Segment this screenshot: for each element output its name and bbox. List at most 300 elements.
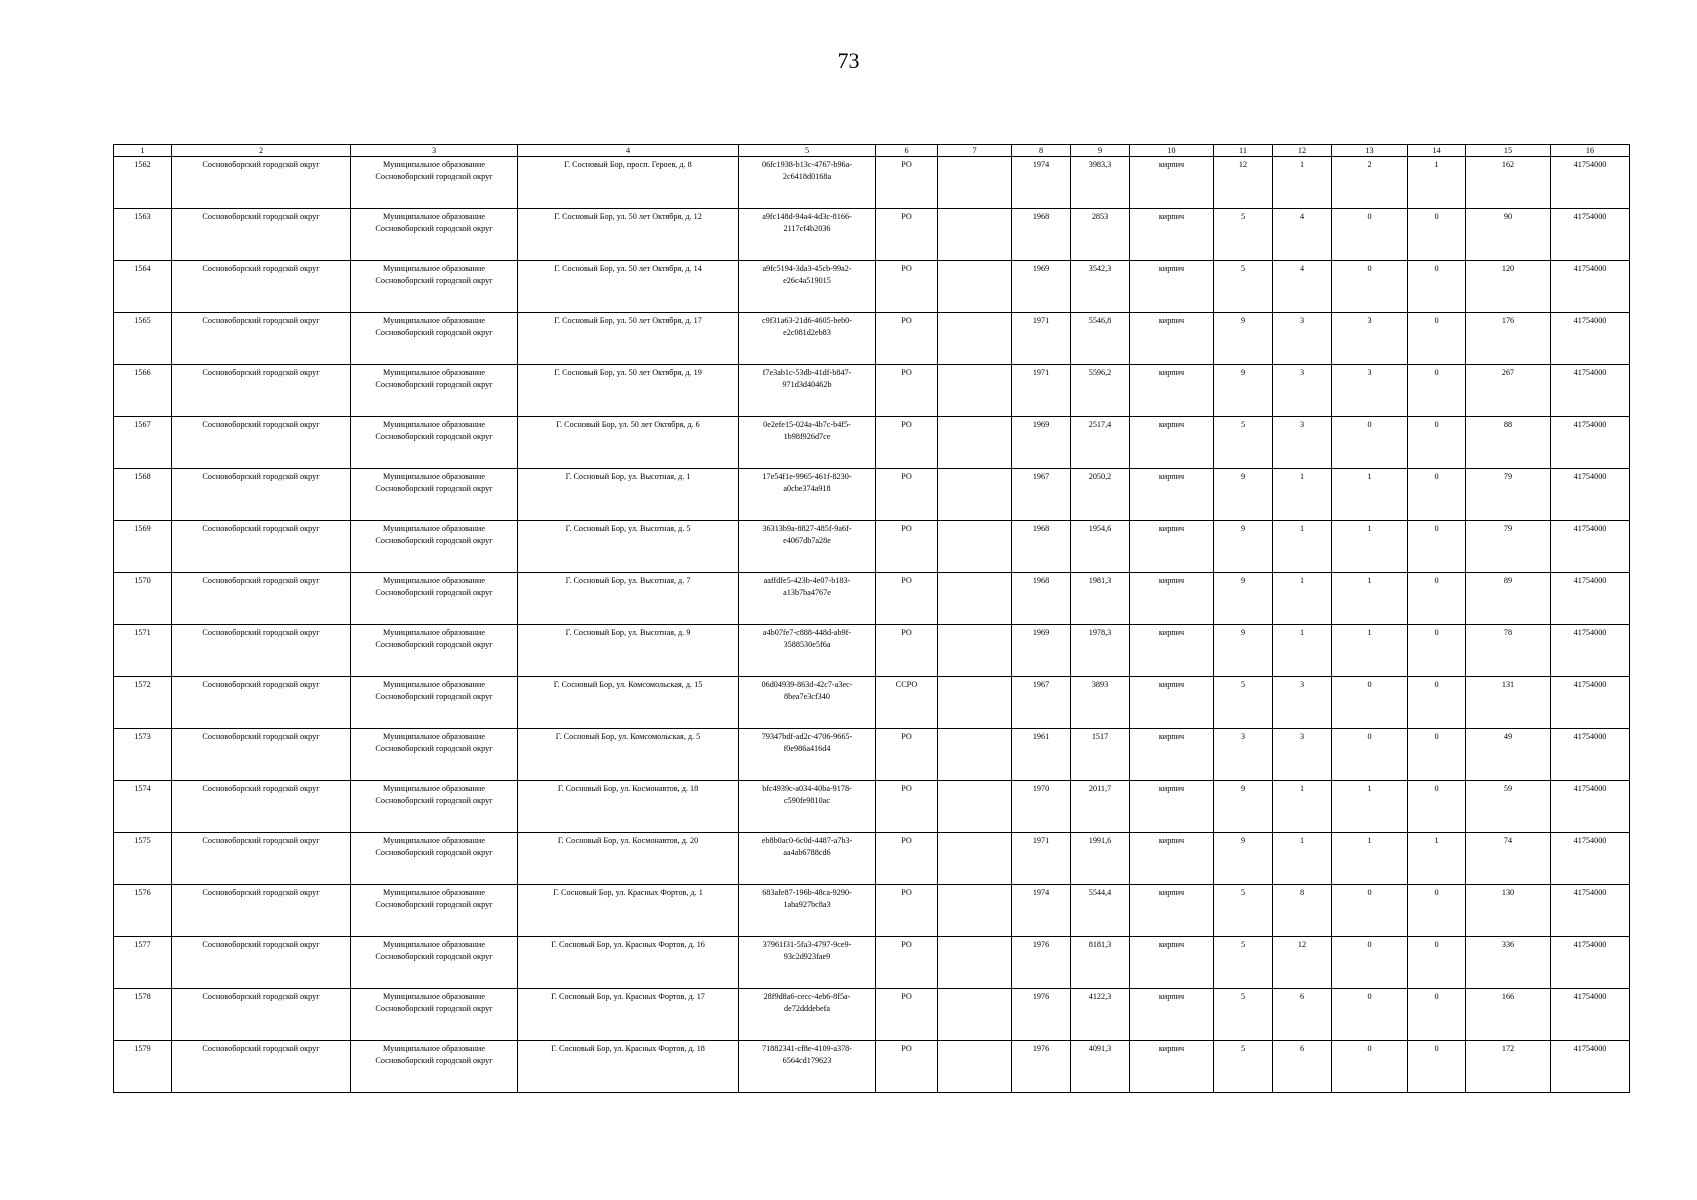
fias-guid-cell xyxy=(739,417,876,469)
elevators-cell: 0 xyxy=(1332,989,1408,1041)
municipality-cell xyxy=(351,625,518,677)
column-14-cell: 1 xyxy=(1408,157,1466,209)
table-row xyxy=(114,417,1630,469)
table-row xyxy=(114,469,1630,521)
municipality-cell xyxy=(351,677,518,729)
district-cell: Сосновоборский городской округ xyxy=(172,677,351,729)
table-row xyxy=(114,729,1630,781)
row-number-cell: 1562 xyxy=(114,157,172,209)
year-built-cell: 1961 xyxy=(1012,729,1071,781)
address-cell: Г. Сосновый Бор, ул. Красных Фортов, д. 1 xyxy=(518,885,739,937)
fias-guid-cell xyxy=(739,625,876,677)
floors-cell: 9 xyxy=(1214,625,1273,677)
fias-guid-cell-line: 2117cf4b2036 xyxy=(783,224,831,233)
empty-cell xyxy=(938,1041,1012,1093)
municipality-cell xyxy=(351,261,518,313)
municipality-cell xyxy=(351,781,518,833)
oktmo-cell: 41754000 xyxy=(1551,157,1630,209)
category-cell: РО xyxy=(876,833,938,885)
fias-guid-cell xyxy=(739,781,876,833)
entrances-cell: 12 xyxy=(1273,937,1332,989)
column-14-cell: 0 xyxy=(1408,937,1466,989)
district-cell: Сосновоборский городской округ xyxy=(172,1041,351,1093)
empty-cell xyxy=(938,469,1012,521)
floors-cell: 9 xyxy=(1214,365,1273,417)
table-row xyxy=(114,365,1630,417)
category-cell: РО xyxy=(876,469,938,521)
municipality-cell xyxy=(351,989,518,1041)
municipality-cell-line: Сосновоборский городской округ xyxy=(375,276,493,285)
elevators-cell: 0 xyxy=(1332,1041,1408,1093)
residents-cell: 88 xyxy=(1466,417,1551,469)
year-built-cell: 1969 xyxy=(1012,625,1071,677)
column-number-header: 3 xyxy=(351,145,518,157)
municipality-cell-line: Сосновоборский городской округ xyxy=(375,1004,493,1013)
entrances-cell: 4 xyxy=(1273,261,1332,313)
residents-cell: 89 xyxy=(1466,573,1551,625)
area-cell: 5546,8 xyxy=(1071,313,1130,365)
area-cell: 4122,3 xyxy=(1071,989,1130,1041)
fias-guid-cell xyxy=(739,729,876,781)
floors-cell: 5 xyxy=(1214,417,1273,469)
fias-guid-cell xyxy=(739,469,876,521)
fias-guid-cell xyxy=(739,261,876,313)
municipality-cell-line: Муниципальное образование xyxy=(383,784,485,793)
column-number-header-row xyxy=(114,145,1630,157)
elevators-cell: 3 xyxy=(1332,313,1408,365)
area-cell: 1978,3 xyxy=(1071,625,1130,677)
year-built-cell: 1969 xyxy=(1012,417,1071,469)
entrances-cell: 6 xyxy=(1273,989,1332,1041)
area-cell: 3542,3 xyxy=(1071,261,1130,313)
column-14-cell: 0 xyxy=(1408,209,1466,261)
district-cell: Сосновоборский городской округ xyxy=(172,469,351,521)
municipality-cell-line: Сосновоборский городской округ xyxy=(375,848,493,857)
row-number-cell: 1568 xyxy=(114,469,172,521)
address-cell: Г. Сосновый Бор, ул. 50 лет Октября, д. 17 xyxy=(518,313,739,365)
column-14-cell: 0 xyxy=(1408,261,1466,313)
elevators-cell: 1 xyxy=(1332,469,1408,521)
category-cell: РО xyxy=(876,937,938,989)
wall-material-cell: кирпич xyxy=(1130,313,1214,365)
municipality-cell xyxy=(351,521,518,573)
column-14-cell: 1 xyxy=(1408,833,1466,885)
floors-cell: 5 xyxy=(1214,989,1273,1041)
district-cell: Сосновоборский городской округ xyxy=(172,781,351,833)
district-cell: Сосновоборский городской округ xyxy=(172,261,351,313)
entrances-cell: 1 xyxy=(1273,833,1332,885)
wall-material-cell: кирпич xyxy=(1130,1041,1214,1093)
municipality-cell xyxy=(351,313,518,365)
year-built-cell: 1976 xyxy=(1012,937,1071,989)
municipality-cell-line: Сосновоборский городской округ xyxy=(375,692,493,701)
year-built-cell: 1968 xyxy=(1012,573,1071,625)
floors-cell: 9 xyxy=(1214,781,1273,833)
residents-cell: 336 xyxy=(1466,937,1551,989)
fias-guid-cell-line: e2c081d2eb83 xyxy=(783,328,831,337)
residents-cell: 49 xyxy=(1466,729,1551,781)
fias-guid-cell-line: 17e54f1e-9965-461f-8230- xyxy=(762,472,852,481)
municipality-cell-line: Муниципальное образование xyxy=(383,420,485,429)
table-row xyxy=(114,573,1630,625)
empty-cell xyxy=(938,313,1012,365)
municipality-cell-line: Муниципальное образование xyxy=(383,316,485,325)
residents-cell: 267 xyxy=(1466,365,1551,417)
fias-guid-cell xyxy=(739,937,876,989)
row-number-cell: 1565 xyxy=(114,313,172,365)
municipality-cell-line: Сосновоборский городской округ xyxy=(375,744,493,753)
entrances-cell: 3 xyxy=(1273,677,1332,729)
table-row xyxy=(114,989,1630,1041)
fias-guid-cell-line: 06fc1938-b13c-4767-b96a- xyxy=(761,160,853,169)
fias-guid-cell-line: f0e986a416d4 xyxy=(783,744,831,753)
oktmo-cell: 41754000 xyxy=(1551,1041,1630,1093)
municipality-cell xyxy=(351,885,518,937)
municipality-cell-line: Муниципальное образование xyxy=(383,1044,485,1053)
residents-cell: 79 xyxy=(1466,469,1551,521)
elevators-cell: 1 xyxy=(1332,833,1408,885)
wall-material-cell: кирпич xyxy=(1130,729,1214,781)
area-cell: 5596,2 xyxy=(1071,365,1130,417)
fias-guid-cell-line: aa4ab6788cd6 xyxy=(783,848,831,857)
category-cell: РО xyxy=(876,209,938,261)
entrances-cell: 8 xyxy=(1273,885,1332,937)
category-cell: РО xyxy=(876,313,938,365)
area-cell: 1954,6 xyxy=(1071,521,1130,573)
district-cell: Сосновоборский городской округ xyxy=(172,833,351,885)
category-cell: РО xyxy=(876,261,938,313)
oktmo-cell: 41754000 xyxy=(1551,781,1630,833)
address-cell: Г. Сосновый Бор, ул. Высотная, д. 7 xyxy=(518,573,739,625)
municipality-cell-line: Муниципальное образование xyxy=(383,732,485,741)
table-row xyxy=(114,313,1630,365)
oktmo-cell: 41754000 xyxy=(1551,521,1630,573)
oktmo-cell: 41754000 xyxy=(1551,573,1630,625)
category-cell: РО xyxy=(876,885,938,937)
column-number-header: 9 xyxy=(1071,145,1130,157)
row-number-cell: 1577 xyxy=(114,937,172,989)
district-cell: Сосновоборский городской округ xyxy=(172,157,351,209)
area-cell: 3893 xyxy=(1071,677,1130,729)
floors-cell: 9 xyxy=(1214,469,1273,521)
district-cell: Сосновоборский городской округ xyxy=(172,625,351,677)
municipality-cell xyxy=(351,937,518,989)
row-number-cell: 1564 xyxy=(114,261,172,313)
district-cell: Сосновоборский городской округ xyxy=(172,885,351,937)
wall-material-cell: кирпич xyxy=(1130,833,1214,885)
empty-cell xyxy=(938,625,1012,677)
wall-material-cell: кирпич xyxy=(1130,157,1214,209)
entrances-cell: 4 xyxy=(1273,209,1332,261)
address-cell: Г. Сосновый Бор, ул. Высотная, д. 1 xyxy=(518,469,739,521)
fias-guid-cell-line: a9fc148d-94a4-4d3c-8166- xyxy=(762,212,852,221)
column-14-cell: 0 xyxy=(1408,677,1466,729)
district-cell: Сосновоборский городской округ xyxy=(172,209,351,261)
municipality-cell-line: Сосновоборский городской округ xyxy=(375,172,493,181)
column-number-header: 13 xyxy=(1332,145,1408,157)
empty-cell xyxy=(938,209,1012,261)
entrances-cell: 3 xyxy=(1273,365,1332,417)
floors-cell: 5 xyxy=(1214,937,1273,989)
address-cell: Г. Сосновый Бор, ул. Красных Фортов, д. 16 xyxy=(518,937,739,989)
column-number-header: 6 xyxy=(876,145,938,157)
municipality-cell-line: Сосновоборский городской округ xyxy=(375,536,493,545)
fias-guid-cell-line: 8bea7e3cf340 xyxy=(784,692,830,701)
address-cell: Г. Сосновый Бор, ул. 50 лет Октября, д. 6 xyxy=(518,417,739,469)
entrances-cell: 1 xyxy=(1273,781,1332,833)
entrances-cell: 1 xyxy=(1273,625,1332,677)
fias-guid-cell-line: eb8b0ac0-6c0d-4487-a7b3- xyxy=(761,836,853,845)
wall-material-cell: кирпич xyxy=(1130,937,1214,989)
fias-guid-cell xyxy=(739,313,876,365)
elevators-cell: 0 xyxy=(1332,261,1408,313)
column-14-cell: 0 xyxy=(1408,729,1466,781)
entrances-cell: 1 xyxy=(1273,157,1332,209)
municipality-cell-line: Сосновоборский городской округ xyxy=(375,380,493,389)
address-cell: Г. Сосновый Бор, ул. Комсомольская, д. 15 xyxy=(518,677,739,729)
area-cell: 4091,3 xyxy=(1071,1041,1130,1093)
fias-guid-cell-line: 71882341-cf8e-4109-a378- xyxy=(761,1044,853,1053)
fias-guid-cell-line: aaffdfe5-423b-4e07-b183- xyxy=(763,576,851,585)
fias-guid-cell-line: bfc4939c-a034-40ba-9178- xyxy=(762,784,852,793)
municipality-cell-line: Сосновоборский городской округ xyxy=(375,796,493,805)
wall-material-cell: кирпич xyxy=(1130,365,1214,417)
municipality-cell-line: Сосновоборский городской округ xyxy=(375,588,493,597)
fias-guid-cell xyxy=(739,833,876,885)
fias-guid-cell-line: c9f31a63-21d6-4605-beb0- xyxy=(761,316,853,325)
empty-cell xyxy=(938,989,1012,1041)
address-cell: Г. Сосновый Бор, ул. Красных Фортов, д. 17 xyxy=(518,989,739,1041)
address-cell: Г. Сосновый Бор, ул. Комсомольская, д. 5 xyxy=(518,729,739,781)
address-cell: Г. Сосновый Бор, ул. 50 лет Октября, д. 14 xyxy=(518,261,739,313)
row-number-cell: 1572 xyxy=(114,677,172,729)
entrances-cell: 1 xyxy=(1273,573,1332,625)
category-cell: РО xyxy=(876,365,938,417)
fias-guid-cell-line: 6564cd179623 xyxy=(782,1056,832,1065)
empty-cell xyxy=(938,365,1012,417)
residents-cell: 120 xyxy=(1466,261,1551,313)
year-built-cell: 1968 xyxy=(1012,521,1071,573)
year-built-cell: 1970 xyxy=(1012,781,1071,833)
wall-material-cell: кирпич xyxy=(1130,261,1214,313)
column-14-cell: 0 xyxy=(1408,469,1466,521)
category-cell: РО xyxy=(876,157,938,209)
area-cell: 2050,2 xyxy=(1071,469,1130,521)
entrances-cell: 1 xyxy=(1273,469,1332,521)
column-14-cell: 0 xyxy=(1408,313,1466,365)
address-cell: Г. Сосновый Бор, ул. Высотная, д. 5 xyxy=(518,521,739,573)
year-built-cell: 1971 xyxy=(1012,833,1071,885)
district-cell: Сосновоборский городской округ xyxy=(172,313,351,365)
empty-cell xyxy=(938,885,1012,937)
column-number-header: 16 xyxy=(1551,145,1630,157)
oktmo-cell: 41754000 xyxy=(1551,885,1630,937)
fias-guid-cell-line: 683afe87-196b-48ca-9290- xyxy=(762,888,852,897)
municipality-cell-line: Сосновоборский городской округ xyxy=(375,952,493,961)
elevators-cell: 0 xyxy=(1332,885,1408,937)
empty-cell xyxy=(938,677,1012,729)
municipality-cell xyxy=(351,469,518,521)
fias-guid-cell-line: 79347bdf-ad2c-4706-9665- xyxy=(761,732,853,741)
row-number-cell: 1563 xyxy=(114,209,172,261)
year-built-cell: 1974 xyxy=(1012,885,1071,937)
residents-cell: 79 xyxy=(1466,521,1551,573)
residents-cell: 59 xyxy=(1466,781,1551,833)
table-row xyxy=(114,521,1630,573)
municipality-cell-line: Муниципальное образование xyxy=(383,680,485,689)
column-number-header: 5 xyxy=(739,145,876,157)
year-built-cell: 1967 xyxy=(1012,469,1071,521)
area-cell: 2853 xyxy=(1071,209,1130,261)
year-built-cell: 1974 xyxy=(1012,157,1071,209)
oktmo-cell: 41754000 xyxy=(1551,729,1630,781)
elevators-cell: 0 xyxy=(1332,729,1408,781)
row-number-cell: 1578 xyxy=(114,989,172,1041)
district-cell: Сосновоборский городской округ xyxy=(172,729,351,781)
floors-cell: 5 xyxy=(1214,677,1273,729)
municipality-cell-line: Муниципальное образование xyxy=(383,212,485,221)
fias-guid-cell-line: a0cbe374a918 xyxy=(783,484,831,493)
floors-cell: 12 xyxy=(1214,157,1273,209)
column-14-cell: 0 xyxy=(1408,625,1466,677)
fias-guid-cell xyxy=(739,677,876,729)
empty-cell xyxy=(938,937,1012,989)
fias-guid-cell-line: 28f9d8a6-cecc-4eb6-8f5a- xyxy=(763,992,851,1001)
category-cell: РО xyxy=(876,781,938,833)
wall-material-cell: кирпич xyxy=(1130,469,1214,521)
year-built-cell: 1967 xyxy=(1012,677,1071,729)
municipality-cell-line: Муниципальное образование xyxy=(383,264,485,273)
fias-guid-cell-line: de72dddebefa xyxy=(784,1004,830,1013)
column-14-cell: 0 xyxy=(1408,885,1466,937)
wall-material-cell: кирпич xyxy=(1130,989,1214,1041)
oktmo-cell: 41754000 xyxy=(1551,417,1630,469)
column-number-header: 11 xyxy=(1214,145,1273,157)
empty-cell xyxy=(938,833,1012,885)
municipality-cell-line: Муниципальное образование xyxy=(383,368,485,377)
column-14-cell: 0 xyxy=(1408,521,1466,573)
municipality-cell-line: Муниципальное образование xyxy=(383,992,485,1001)
column-14-cell: 0 xyxy=(1408,781,1466,833)
category-cell: РО xyxy=(876,1041,938,1093)
fias-guid-cell-line: f7e3ab1c-53db-41df-b847- xyxy=(762,368,852,377)
oktmo-cell: 41754000 xyxy=(1551,209,1630,261)
floors-cell: 9 xyxy=(1214,521,1273,573)
entrances-cell: 3 xyxy=(1273,417,1332,469)
empty-cell xyxy=(938,157,1012,209)
row-number-cell: 1569 xyxy=(114,521,172,573)
category-cell: РО xyxy=(876,573,938,625)
fias-guid-cell xyxy=(739,521,876,573)
area-cell: 1981,3 xyxy=(1071,573,1130,625)
column-number-header: 1 xyxy=(114,145,172,157)
fias-guid-cell-line: 37961f31-5fa3-4797-9ce9- xyxy=(762,940,852,949)
elevators-cell: 1 xyxy=(1332,625,1408,677)
address-cell: Г. Сосновый Бор, ул. Космонавтов, д. 18 xyxy=(518,781,739,833)
year-built-cell: 1971 xyxy=(1012,365,1071,417)
row-number-cell: 1574 xyxy=(114,781,172,833)
municipality-cell-line: Сосновоборский городской округ xyxy=(375,1056,493,1065)
table-row xyxy=(114,885,1630,937)
floors-cell: 9 xyxy=(1214,313,1273,365)
district-cell: Сосновоборский городской округ xyxy=(172,573,351,625)
municipality-cell-line: Сосновоборский городской округ xyxy=(375,484,493,493)
address-cell: Г. Сосновый Бор, просп. Героев, д. 8 xyxy=(518,157,739,209)
municipality-cell-line: Сосновоборский городской округ xyxy=(375,328,493,337)
oktmo-cell: 41754000 xyxy=(1551,937,1630,989)
housing-registry-table xyxy=(113,144,1630,1093)
floors-cell: 5 xyxy=(1214,209,1273,261)
elevators-cell: 1 xyxy=(1332,521,1408,573)
year-built-cell: 1968 xyxy=(1012,209,1071,261)
empty-cell xyxy=(938,417,1012,469)
row-number-cell: 1579 xyxy=(114,1041,172,1093)
fias-guid-cell-line: 1aba927bc8a3 xyxy=(783,900,831,909)
page-number: 73 xyxy=(837,48,860,73)
fias-guid-cell-line: a13b7ba4767e xyxy=(783,588,831,597)
municipality-cell xyxy=(351,417,518,469)
empty-cell xyxy=(938,781,1012,833)
area-cell: 5544,4 xyxy=(1071,885,1130,937)
oktmo-cell: 41754000 xyxy=(1551,365,1630,417)
fias-guid-cell xyxy=(739,157,876,209)
elevators-cell: 3 xyxy=(1332,365,1408,417)
row-number-cell: 1566 xyxy=(114,365,172,417)
column-14-cell: 0 xyxy=(1408,417,1466,469)
column-14-cell: 0 xyxy=(1408,573,1466,625)
category-cell: РО xyxy=(876,417,938,469)
residents-cell: 78 xyxy=(1466,625,1551,677)
municipality-cell xyxy=(351,365,518,417)
district-cell: Сосновоборский городской округ xyxy=(172,937,351,989)
wall-material-cell: кирпич xyxy=(1130,781,1214,833)
fias-guid-cell xyxy=(739,989,876,1041)
fias-guid-cell-line: 1b98f926d7ce xyxy=(783,432,831,441)
row-number-cell: 1571 xyxy=(114,625,172,677)
address-cell: Г. Сосновый Бор, ул. 50 лет Октября, д. 19 xyxy=(518,365,739,417)
residents-cell: 90 xyxy=(1466,209,1551,261)
row-number-cell: 1573 xyxy=(114,729,172,781)
oktmo-cell: 41754000 xyxy=(1551,469,1630,521)
floors-cell: 5 xyxy=(1214,261,1273,313)
empty-cell xyxy=(938,261,1012,313)
municipality-cell-line: Муниципальное образование xyxy=(383,836,485,845)
wall-material-cell: кирпич xyxy=(1130,625,1214,677)
category-cell: ССРО xyxy=(876,677,938,729)
empty-cell xyxy=(938,573,1012,625)
municipality-cell xyxy=(351,1041,518,1093)
address-cell: Г. Сосновый Бор, ул. Космонавтов, д. 20 xyxy=(518,833,739,885)
entrances-cell: 6 xyxy=(1273,1041,1332,1093)
fias-guid-cell xyxy=(739,885,876,937)
wall-material-cell: кирпич xyxy=(1130,209,1214,261)
oktmo-cell: 41754000 xyxy=(1551,833,1630,885)
residents-cell: 130 xyxy=(1466,885,1551,937)
municipality-cell-line: Муниципальное образование xyxy=(383,160,485,169)
municipality-cell-line: Сосновоборский городской округ xyxy=(375,224,493,233)
district-cell: Сосновоборский городской округ xyxy=(172,417,351,469)
column-14-cell: 0 xyxy=(1408,1041,1466,1093)
municipality-cell-line: Муниципальное образование xyxy=(383,628,485,637)
municipality-cell-line: Муниципальное образование xyxy=(383,576,485,585)
residents-cell: 131 xyxy=(1466,677,1551,729)
elevators-cell: 1 xyxy=(1332,573,1408,625)
empty-cell xyxy=(938,729,1012,781)
floors-cell: 5 xyxy=(1214,885,1273,937)
fias-guid-cell-line: 3588530e5f6a xyxy=(783,640,831,649)
elevators-cell: 0 xyxy=(1332,209,1408,261)
entrances-cell: 1 xyxy=(1273,521,1332,573)
